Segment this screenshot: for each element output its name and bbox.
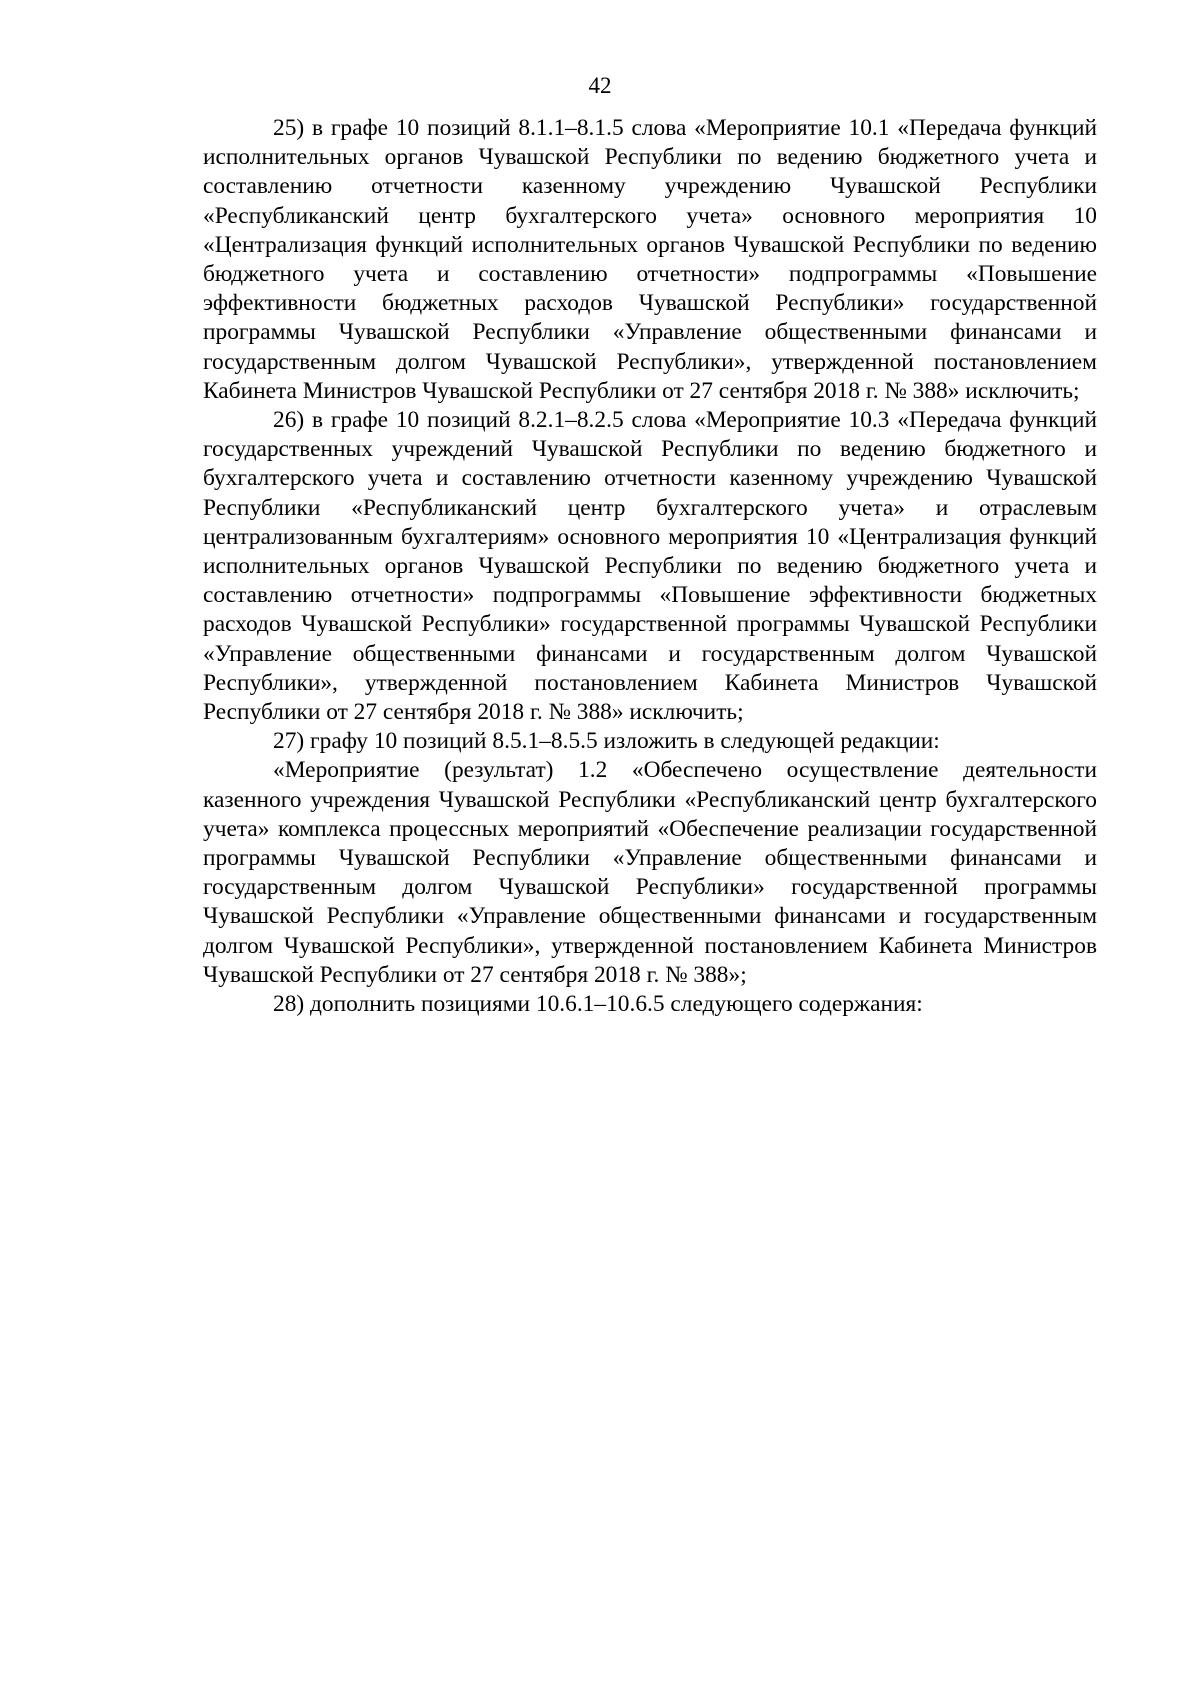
paragraph-28: 28) дополнить позициями 10.6.1–10.6.5 следующего содержания:: [273, 991, 923, 1018]
paragraph-26: 26) в графе 10 позиций 8.2.1–8.2.5 слова «Мероприятие 10.3 «Передача функций государственных учреждений Чувашской Республики по ведению бюджетного и бухгалтерского учета и составлению отчетности казенному учреждению Чувашской Республики «Республиканский центр бухгалтерского учета» и отраслевым централизованным бухгалтериям» основного мероприятия 10 «Централизация функций исполнительных органов Чувашской Республики по ведению бюджетного учета и составлению отчетности» подпрограммы «Повышение эффективности бюджетных расходов Чувашской Республики» государственной программы Чувашской Республики «Управление общественными финансами и государственным долгом Чувашской Республики», утвержденной постановлением Кабинета Министров Чувашской Республики от 27 сентября 2018 г. № 388» исключить;: [203, 407, 1097, 726]
document-body: [203, 114, 1097, 1019]
paragraph-27-quote: «Мероприятие (результат) 1.2 «Обеспечено осуществление деятельности казенного учреждения Чувашской Республики «Республиканский центр бухгалтерского учета» комплекса процессных мероприятий «Обеспечение реализации государственной программы Чувашской Республики «Управление общественными финансами и государственным долгом Чувашской Республики» государственной программы Чувашской Республики «Управление общественными финансами и государственным долгом Чувашской Республики», утвержденной постановлением Кабинета Министров Чувашской Республики от 27 сентября 2018 г. № 388»;: [203, 757, 1097, 988]
page-number: 42: [588, 73, 612, 98]
paragraph-25: 25) в графе 10 позиций 8.1.1–8.1.5 слова «Мероприятие 10.1 «Передача функций исполнительных органов Чувашской Республики по ведению бюджетного учета и составлению отчетности казенному учреждению Чувашской Республики «Республиканский центр бухгалтерского учета» основного мероприятия 10 «Централизация функций исполнительных органов Чувашской Республики по ведению бюджетного учета и составлению отчетности» подпрограммы «Повышение эффективности бюджетных расходов Чувашской Республики» государственной программы Чувашской Республики «Управление общественными финансами и государственным долгом Чувашской Республики», утвержденной постановлением Кабинета Министров Чувашской Республики от 27 сентября 2018 г. № 388» исключить;: [203, 115, 1097, 404]
paragraph-27: 27) графу 10 позиций 8.5.1–8.5.5 изложить в следующей редакции:: [273, 728, 940, 755]
